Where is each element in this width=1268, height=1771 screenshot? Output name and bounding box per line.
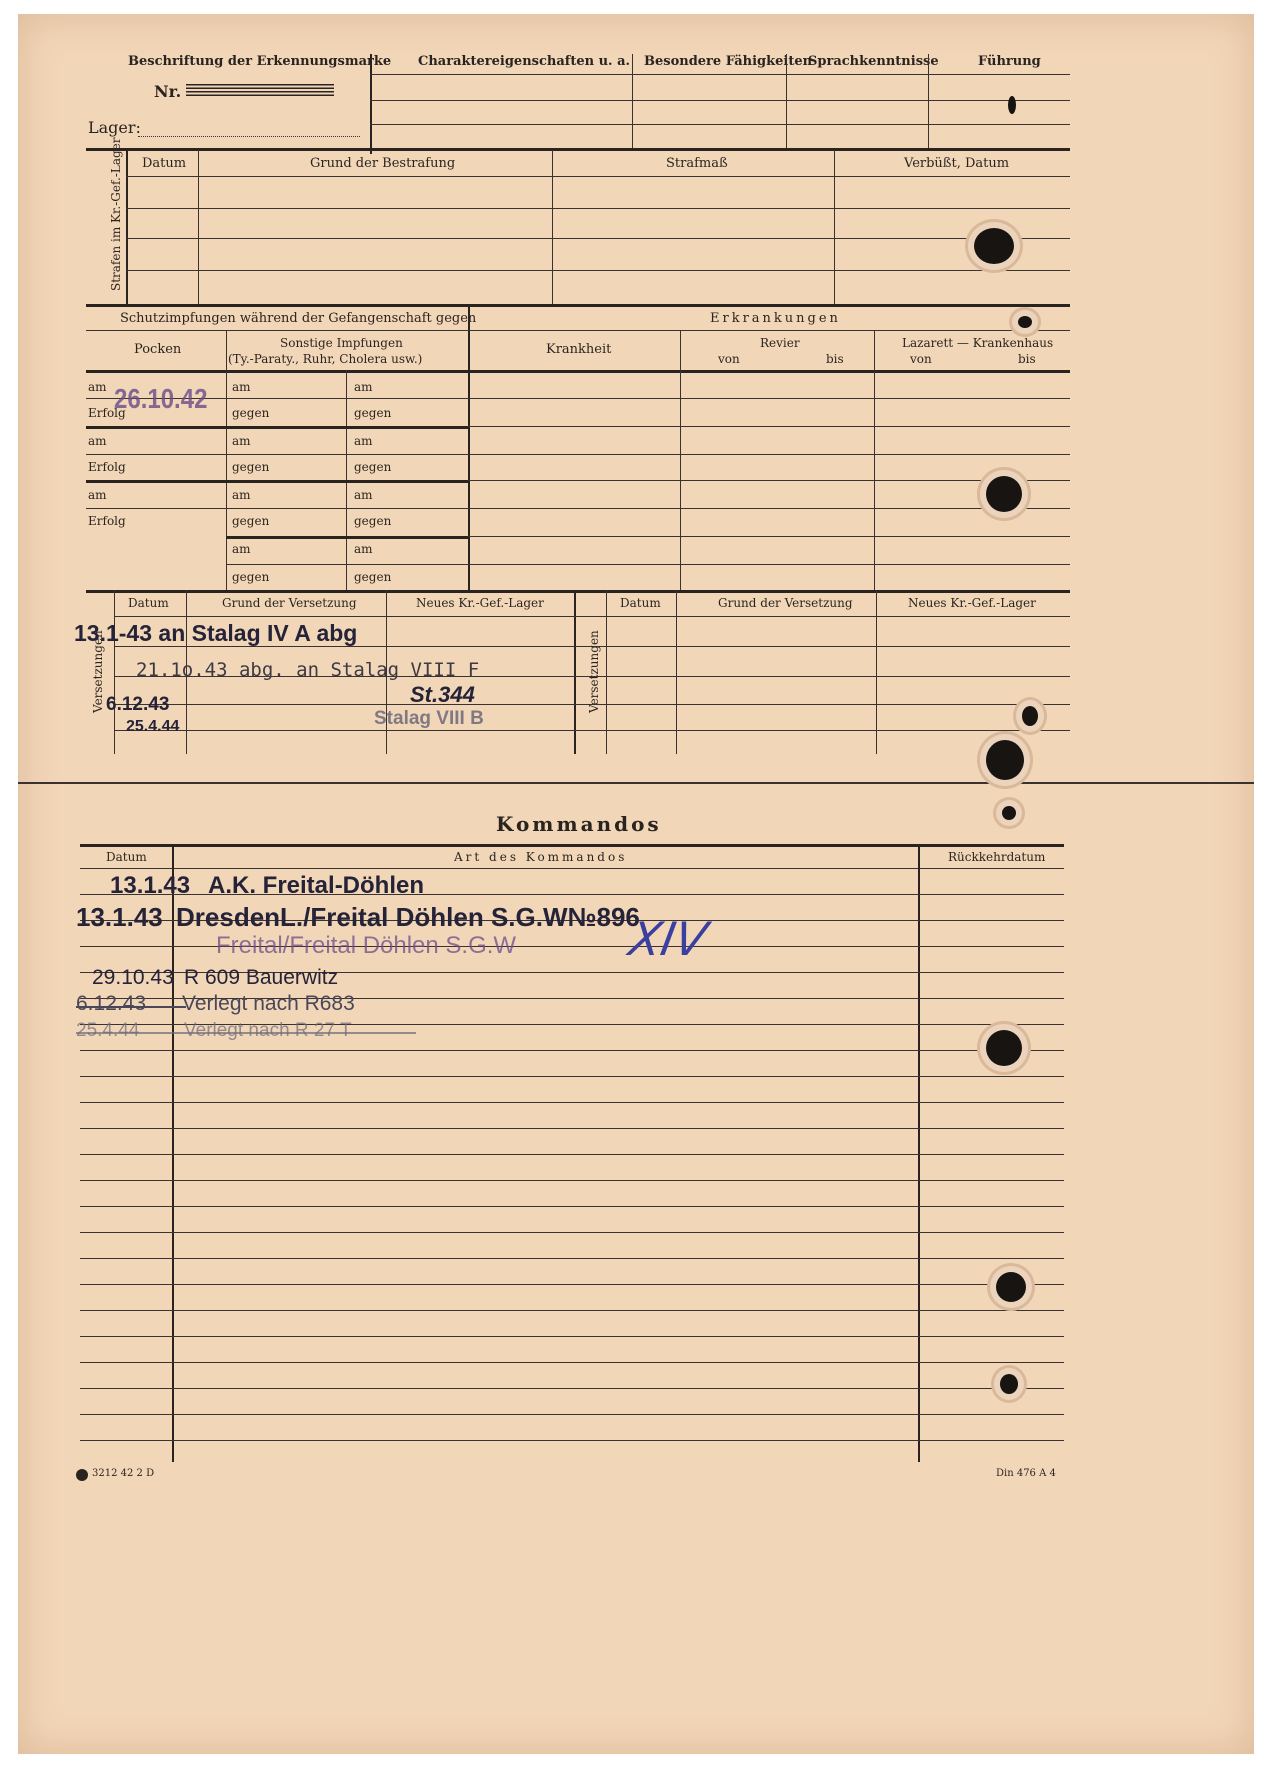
strafen-datum-header: Datum [142,156,187,171]
sonst-am-3b: am [354,488,373,502]
sonst-am-1b: am [354,380,373,394]
nr-label: Nr. [154,82,182,101]
kommando-5-text: Verlegt nach R683 [182,992,355,1015]
sonst-am-4b: am [354,542,373,556]
sonst-am-1a: am [232,380,251,394]
pocken-date-stamp: 26.10.42 [114,383,208,415]
kommando-4-date: 29.10.43 [92,966,174,989]
versetzungen-side-label-right: Versetzungen [587,630,601,713]
kommando-6-text: Verlegt nach R 27 T [184,1020,352,1041]
kommandos-title: Kommandos [496,812,662,836]
strafen-side-label: Strafen im Kr.-Gef.-Lager [109,137,123,291]
pocken-header: Pocken [134,342,182,357]
revier-bis: bis [826,352,844,366]
vers-datum-header-left: Datum [128,596,169,610]
kommando-pen-mark: XIV [625,912,712,966]
fuehrung-label: Führung [978,54,1041,69]
footer-left: 3212 42 2 D [92,1468,155,1479]
punch-hole [1000,1374,1018,1394]
punch-hole [974,228,1014,264]
impfungen-title: Schutzimpfungen während der Gefangenschaft gegen [120,311,477,326]
faehigkeiten-label: Besondere Fähigkeiten [644,54,813,69]
punch-hole [1022,706,1038,726]
pocken-erfolg-3: Erfolg [88,514,126,528]
sonst-gegen-1a: gegen [232,406,270,420]
kommando-2-text: DresdenL./Freital Döhlen S.G.W№896 [176,902,640,932]
vers-grund-header-left: Grund der Versetzung [222,596,357,610]
kommandos-rueckkehr-header: Rückkehrdatum [948,850,1046,864]
strafen-grund-header: Grund der Bestrafung [310,156,456,171]
punch-hole [996,1272,1026,1302]
sonst-gegen-3b: gegen [354,514,392,528]
sonstige-header-1: Sonstige Impfungen [280,336,403,350]
sonst-gegen-4a: gegen [232,570,270,584]
kommando-1-text: A.K. Freital-Döhlen [208,872,425,899]
sonst-gegen-4b: gegen [354,570,392,584]
versetzung-entry-3-date: 6.12.43 [106,694,170,715]
kommando-2-date: 13.1.43 [76,902,163,932]
lazarett-von: von [910,352,932,366]
kommandos-art-header: Art des Kommandos [454,850,628,864]
punch-hole [986,476,1022,512]
sonst-am-3a: am [232,488,251,502]
versetzung-entry-1: 13.1-43 an Stalag IV A abg [74,620,358,646]
vers-datum-header-right: Datum [620,596,661,610]
pocken-erfolg-2: Erfolg [88,460,126,474]
krankheit-header: Krankheit [546,342,612,357]
pocken-erfolg-1: Erfolg [88,406,126,420]
beschriftung-label: Beschriftung der Erkennungsmarke [128,54,392,69]
punch-hole [1008,96,1016,114]
revier-von: von [718,352,740,366]
kommando-6-date: 25.4.44 [76,1020,140,1041]
pocken-am-3: am [88,488,107,502]
pow-record-card [18,14,1254,1754]
kommando-3-text: Freital/Freital Döhlen S.G.W [216,932,517,959]
verbuesst-header: Verbüßt, Datum [904,156,1010,171]
versetzung-entry-4-date: 25.4.44 [126,718,180,735]
charakter-label: Charaktereigenschaften u. a. [418,54,631,69]
sprachkenntnisse-label: Sprachkenntnisse [808,54,939,69]
publisher-mark-icon [76,1469,88,1481]
punch-hole [986,740,1024,780]
kommando-5-date: 6.12.43 [76,992,147,1015]
lager-label: Lager: [88,118,141,137]
fold-line [18,782,1254,784]
sonst-gegen-1b: gegen [354,406,392,420]
lazarett-bis: bis [1018,352,1036,366]
sonstige-header-2: (Ty.-Paraty., Ruhr, Cholera usw.) [228,352,423,366]
sonst-gegen-2a: gegen [232,460,270,474]
footer-right: Din 476 A 4 [996,1468,1056,1479]
pocken-am-1: am [88,380,107,394]
kommando-4-text: R 609 Bauerwitz [184,966,339,989]
kommando-1-date: 13.1.43 [110,872,191,899]
versetzung-entry-3-place: St.344 [410,682,475,707]
strafmass-header: Strafmaß [666,156,728,171]
sonst-am-2a: am [232,434,251,448]
punch-hole [1018,316,1032,328]
vers-lager-header-right: Neues Kr.-Gef.-Lager [908,596,1036,610]
lazarett-header: Lazarett — Krankenhaus [902,336,1054,350]
sonst-gegen-2b: gegen [354,460,392,474]
kommandos-datum-header: Datum [106,850,147,864]
lager-field [138,136,360,137]
sonst-am-2b: am [354,434,373,448]
vers-lager-header-left: Neues Kr.-Gef.-Lager [416,596,544,610]
versetzungen-side-label-left: Versetzungen [91,630,105,713]
vers-grund-header-right: Grund der Versetzung [718,596,853,610]
pocken-am-2: am [88,434,107,448]
revier-header: Revier [760,336,800,350]
versetzung-entry-4-place: Stalag VIII B [374,708,484,729]
punch-hole [1002,806,1016,820]
nr-field [186,84,334,98]
punch-hole [986,1030,1022,1066]
sonst-am-4a: am [232,542,251,556]
versetzung-entry-2: 21.1o.43 abg. an Stalag VIII F [136,659,480,681]
sonst-gegen-3a: gegen [232,514,270,528]
erkrankungen-title: Erkrankungen [710,311,841,326]
